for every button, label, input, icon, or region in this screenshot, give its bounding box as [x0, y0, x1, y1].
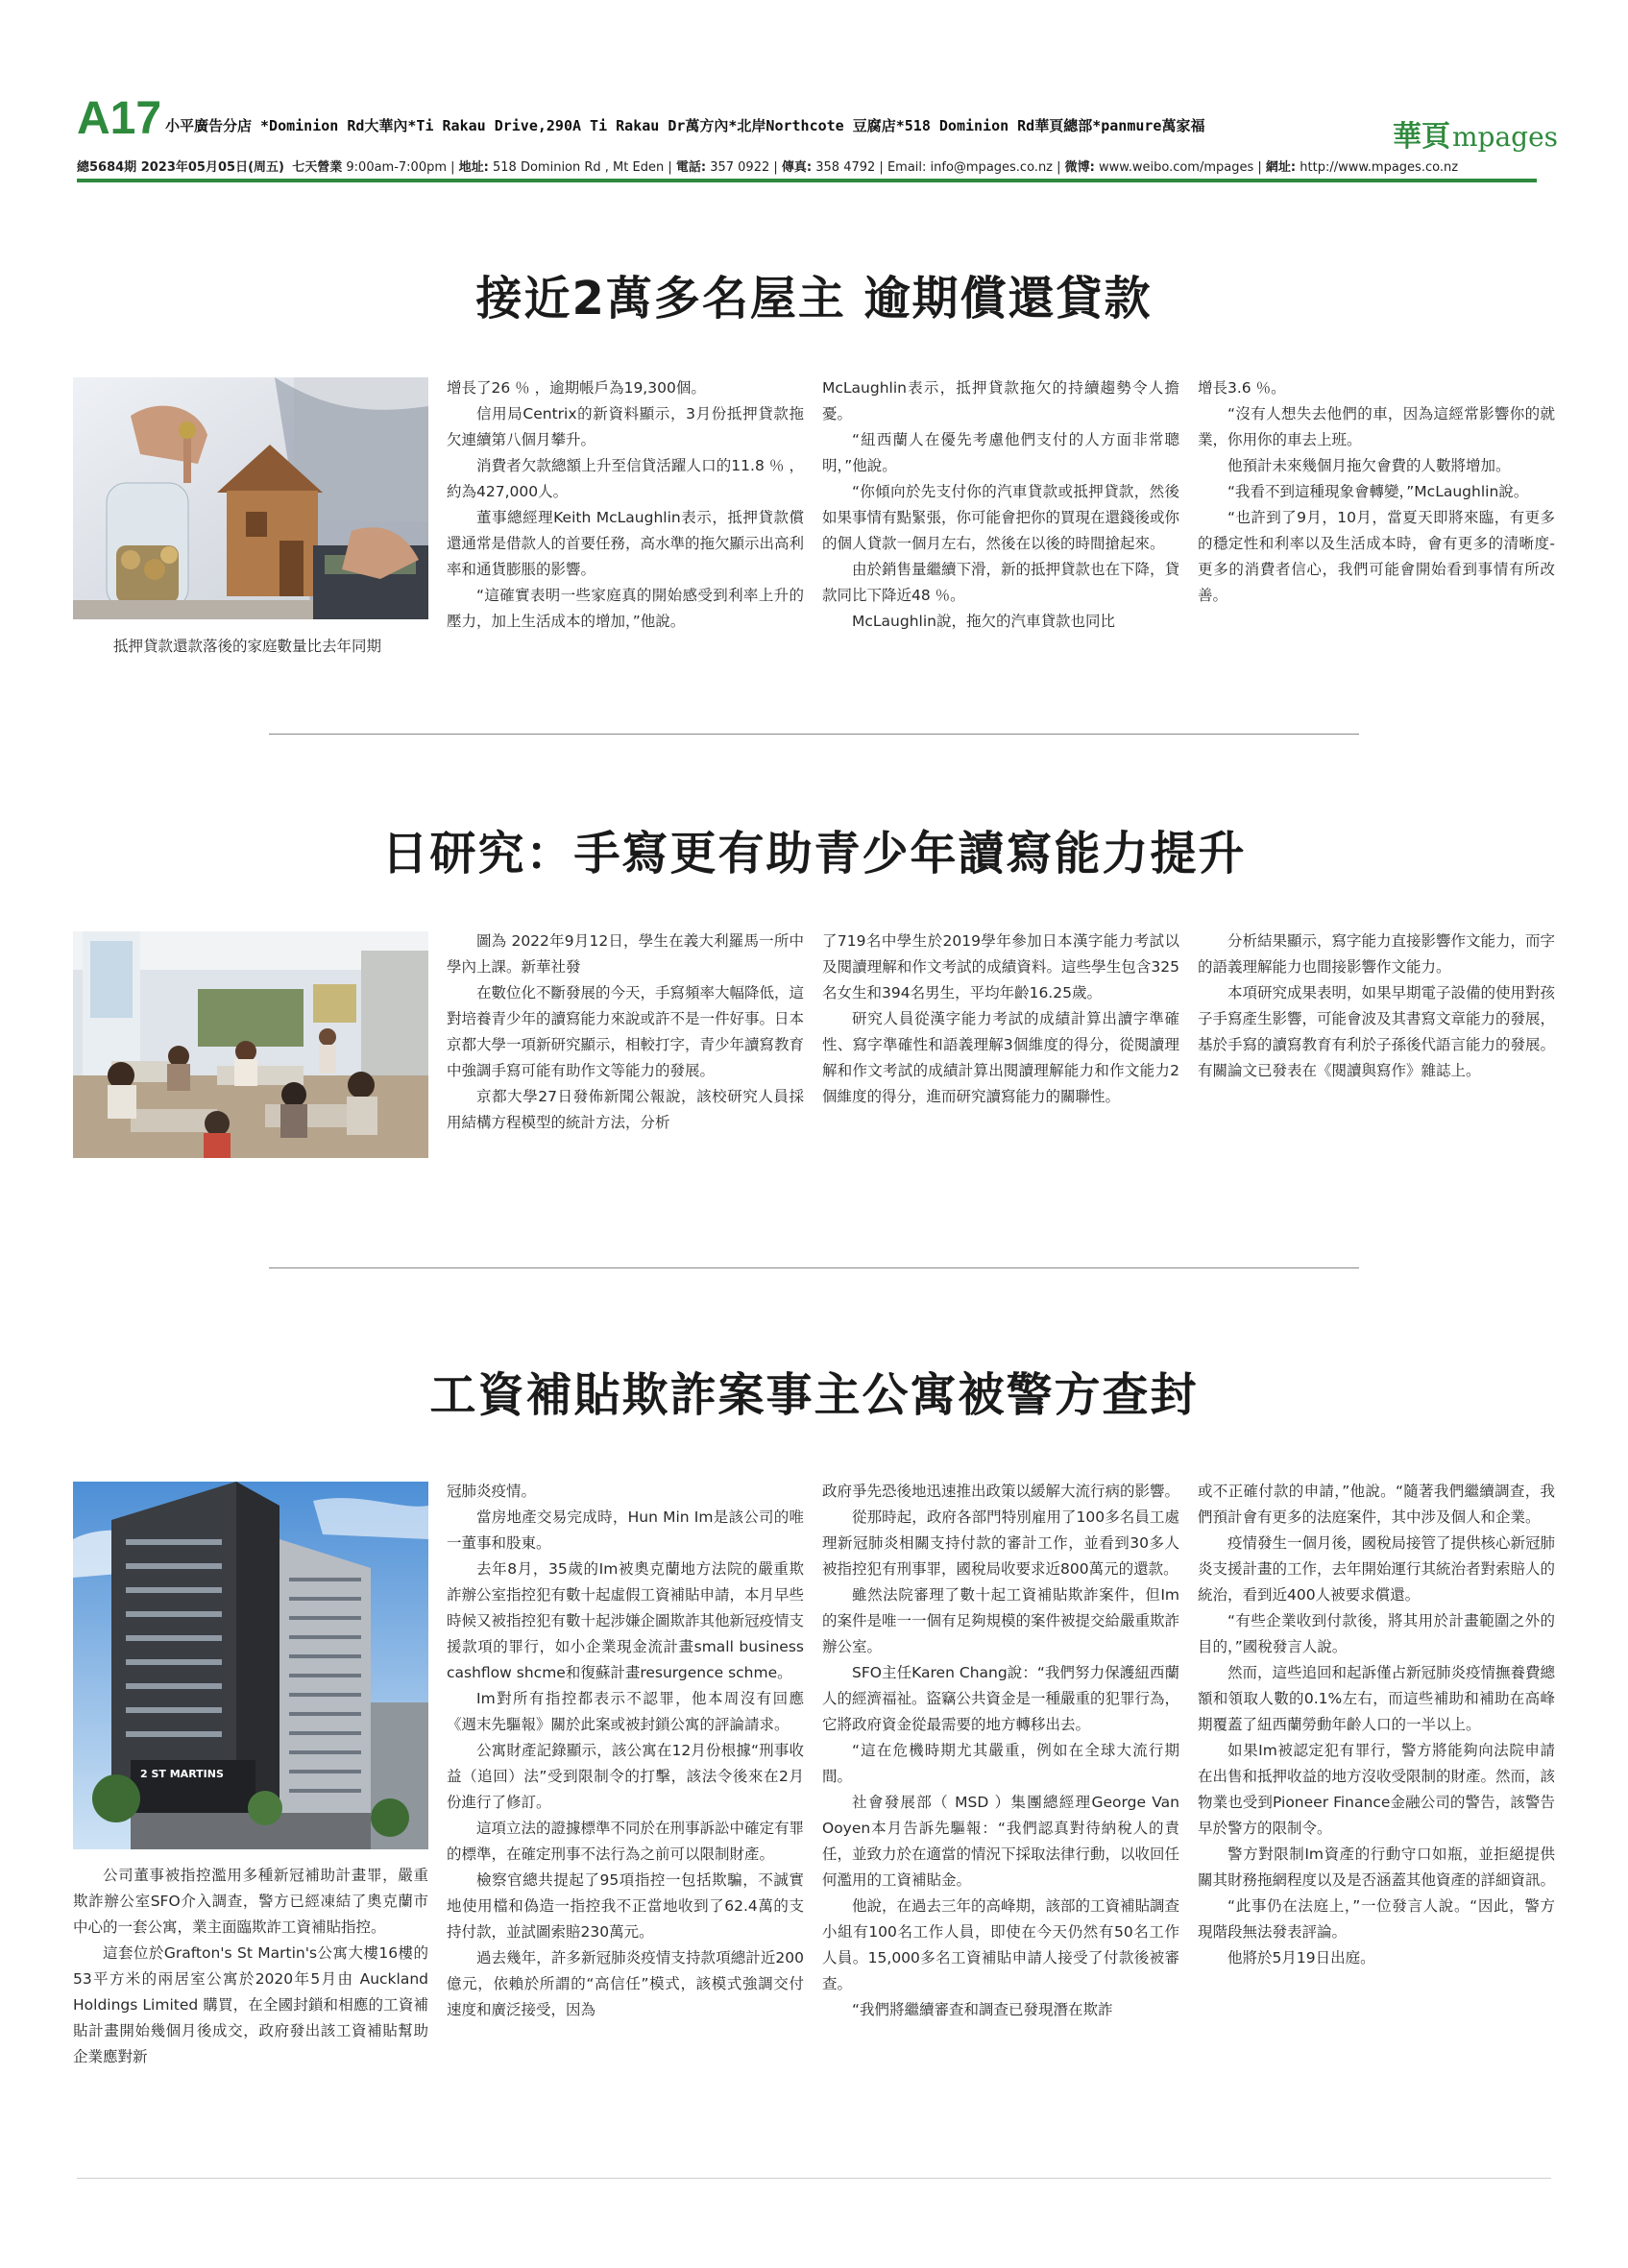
paragraph: 京都大學27日發佈新聞公報說，該校研究人員採用結構方程模型的統計方法，分析 [447, 1088, 804, 1131]
paragraph: 公司董事被指控濫用多種新冠補助計畫罪，嚴重欺詐辦公室SFO介入調查，警方已經凍結了奧克蘭市中心的一套公寓，業主面臨欺詐工資補貼指控。 [73, 1867, 428, 1936]
paragraph: 本項研究成果表明，如果早期電子設備的使用對孩子手寫產生影響，可能會波及其書寫文章能力的發展，基於手寫的讀寫教育有利於子孫後代語言能力的發展。有關論文已發表在《閱讀與寫作》雜誌上。 [1198, 984, 1556, 1079]
paragraph: 在數位化不斷發展的今天，手寫頻率大幅降低，這對培養青少年的讀寫能力來說或許不是一件好事。日本京都大學一項新研究顯示，相較打字，青少年讀寫教育中強調手寫可能有助作文等能力的發展。 [447, 984, 805, 1079]
paragraph: 他將於5月19日出庭。 [1227, 1949, 1375, 1966]
article1-column-1 [447, 375, 804, 635]
logo-mark: 華頁 [1393, 120, 1450, 154]
paragraph: 這項立法的證據標準不同於在刑事訴訟中確定有罪的標準，在確定刑事不法行為之前可以限制財產。 [447, 1820, 805, 1863]
fax-label: 傳真: [781, 160, 813, 175]
mpages-logo [1393, 112, 1558, 155]
paragraph: 雖然法院審理了數十起工資補貼欺詐案件，但Im的案件是唯一一個有足夠規模的案件被提交給嚴重欺詐辦公室。 [822, 1586, 1180, 1655]
paragraph: 他預計未來幾個月拖欠會費的人數將增加。 [1227, 457, 1511, 474]
page-number: A17 [77, 93, 162, 144]
phone-label: 電話: [675, 160, 707, 175]
article3-photo [73, 1482, 428, 1849]
paragraph: 圖為 2022年9月12日，學生在義大利羅馬一所中學內上課。新華社發 [447, 932, 804, 976]
paragraph: 信用局Centrix的新資料顯示，3月份抵押貸款拖欠連續第八個月攀升。 [447, 405, 804, 448]
article3-headline: 工資補貼欺詐案事主公寓被警方查封 [429, 1368, 1199, 1422]
paragraph: 分析結果顯示，寫字能力直接影響作文能力，而字的語義理解能力也間接影響作文能力。 [1198, 932, 1556, 976]
article2-column-2 [822, 929, 1179, 1110]
hours-label: 七天營業 [292, 160, 343, 175]
article2-headline: 日研究：手寫更有助青少年讀寫能力提升 [381, 827, 1247, 881]
paragraph: 公寓財產記錄顯示，該公寓在12月份根據“刑事收益（追回）法”受到限制令的打擊，該法令後來在2月份進行了修訂。 [447, 1742, 804, 1811]
article3-column-1 [447, 1479, 804, 2023]
paragraph: 從那時起，政府各部門特別雇用了100多名員工處理新冠肺炎相關支持付款的審計工作，並看到30多人被指控犯有刑事罪，國稅局收要求近800萬元的還款。 [822, 1508, 1179, 1578]
article1-caption: 抵押貸款還款落後的家庭數量比去年同期 [113, 638, 382, 655]
paragraph: “此事仍在法庭上，”一位發言人說。“因此，警方現階段無法發表評論。 [1198, 1897, 1555, 1941]
fax: 358 4792 [815, 160, 876, 175]
paragraph: “也許到了9月，10月，當夏天即將來臨，有更多的穩定性和利率以及生活成本時，會有更多的清晰度-更多的消費者信心，我們可能會開始看到事情有所改善。 [1198, 509, 1555, 604]
paragraph: “這確實表明一些家庭真的開始感受到利率上升的壓力，加上生活成本的增加，”他說。 [447, 587, 804, 630]
paragraph: 檢察官總共提起了95項指控一包括欺騙，不誠實地使用檔和偽造一指控我不正當地收到了62.4萬的支持付款，並試圖索賠230萬元。 [447, 1871, 804, 1941]
building-sign: 2 ST MARTINS [140, 1768, 224, 1780]
paragraph: “有些企業收到付款後，將其用於計畫範圍之外的目的，”國稅發言人說。 [1198, 1612, 1555, 1655]
phone: 357 0922 [710, 160, 770, 175]
article2-photo [73, 931, 428, 1158]
paragraph: 去年8月，35歲的Im被奧克蘭地方法院的嚴重欺詐辦公室指控犯有數十起虛假工資補貼申請，本月早些時候又被指控犯有數十起涉嫌企圖欺詐其他新冠疫情支援款項的罪行，如小企業現金流計畫small business cashflow shcme和復蘇計畫resurgence schme。 [447, 1560, 805, 1681]
paragraph: 消費者欠款總額上升至信貸活躍人口的11.8 ％ ，約為427,000人。 [447, 457, 804, 500]
address-label: 地址: [458, 160, 489, 175]
paragraph: “我們將繼續審查和調查已發現潛在欺詐 [852, 2001, 1113, 2018]
article3-column-2 [822, 1479, 1179, 2023]
paragraph: 增長了26 ％ ，逾期帳戶為19,300個。 [447, 379, 706, 397]
paragraph: 疫情發生一個月後，國稅局接管了提供核心新冠肺炎支援計畫的工作，去年開始運行其統治者對索賠人的統治，看到近400人被要求償還。 [1198, 1534, 1556, 1604]
article1-headline: 接近2萬多名屋主 逾期償還貸款 [475, 272, 1153, 326]
paragraph: 這套位於Grafton's St Martin's公寓大樓16樓的53平方米的兩居室公寓於2020年5月由 Auckland Holdings Limited 購買，在全國封鎖和相應的工資補貼計畫開始幾個月後成交，政府發出該工資補貼幫助企業應對新 [73, 1944, 428, 2065]
paragraph: 如果Im被認定犯有罪行，警方將能夠向法院申請在出售和抵押收益的地方沒收受限制的財產。然而，該物業也受到Pioneer Finance金融公司的警告，該警告早於警方的限制令。 [1198, 1742, 1556, 1837]
paragraph: 由於銷售量繼續下滑，新的抵押貸款也在下降，貸款同比下降近48 ％。 [822, 561, 1180, 604]
article2-column-1 [447, 929, 804, 1136]
paragraph: Im對所有指控都表示不認罪，他本周沒有回應《週末先驅報》關於此案或被封鎖公寓的評論請求。 [447, 1690, 804, 1733]
weibo-link[interactable]: www.weibo.com/mpages [1099, 160, 1254, 175]
hours: 9:00am-7:00pm [346, 160, 448, 175]
article3-column-0 [73, 1863, 428, 2070]
paragraph: 然而，這些追回和起訴僅占新冠肺炎疫情撫養費總額和領取人數的0.1%左右，而這些補助和補助在高峰期覆蓋了紐西蘭勞動年齡人口的一半以上。 [1198, 1664, 1556, 1733]
paragraph: 警方對限制Im資產的行動守口如瓶，並拒絕提供關其財務拖網程度以及是否涵蓋其他資產的詳細資訊。 [1198, 1846, 1556, 1889]
article2-column-3 [1198, 929, 1555, 1084]
paragraph: McLaughlin說，拖欠的汽車貸款也同比 [852, 613, 1115, 630]
header-rule [77, 179, 1537, 182]
masthead-info: 總5684期 2023年05月05日(周五) 七天營業 9:00am-7:00pm | 地址: 518 Dominion Rd , Mt Eden | 電話: 357 0922 | 傳真: 358 4792 | Email: info@mpages.co.nz | 微博: www.weibo.com/mpages | 網址: http://www.mpages.co.nz [77, 160, 1459, 175]
address: 518 Dominion Rd , Mt Eden [493, 160, 665, 175]
article3-column-3 [1198, 1479, 1555, 1971]
paragraph: 社會發展部（ MSD ）集團總經理George Van Ooyen本月告訴先驅報：“我們認真對待納稅人的責任，並致力於在適當的情況下採取法律行動，以收回任何濫用的工資補貼金。 [822, 1794, 1180, 1889]
paragraph: 過去幾年，許多新冠肺炎疫情支持款項總計近200億元，依賴於所謂的“高信任”模式，該模式強調交付速度和廣泛接受，因為 [447, 1949, 804, 2018]
paragraph: 董事總經理Keith McLaughlin表示，抵押貸款償還通常是借款人的首要任務，高水準的拖欠顯示出高利率和通貨膨脹的影響。 [447, 509, 805, 578]
paragraph: “你傾向於先支付你的汽車貸款或抵押貸款，然後如果事情有點緊張，你可能會把你的買現在還錢後或你的個人貸款一個月左右，然後在以後的時間搶起來。 [822, 483, 1180, 552]
article1-column-2 [822, 375, 1179, 635]
web-label: 網址: [1265, 160, 1297, 175]
paragraph: SFO主任Karen Chang說：“我們努力保護紐西蘭人的經濟福祉。盜竊公共資金是一種嚴重的犯罪行為，它將政府資金從最需要的地方轉移出去。 [822, 1664, 1180, 1733]
paragraph: 冠肺炎疫情。 [447, 1483, 537, 1500]
paragraph: “紐西蘭人在優先考慮他們支付的人方面非常聰明，”他說。 [822, 431, 1179, 474]
paragraph: “我看不到這種現象會轉變，”McLaughlin說。 [1227, 483, 1529, 500]
website-link[interactable]: http://www.mpages.co.nz [1300, 160, 1459, 175]
paragraph: 了719名中學生於2019學年參加日本漢字能力考試以及閱讀理解和作文考試的成績資料。這些學生包含325名女生和394名男生，平均年齡16.25歲。 [822, 932, 1179, 1001]
article1-column-3 [1198, 375, 1555, 609]
email-link[interactable]: Email: info@mpages.co.nz [887, 160, 1054, 175]
weibo-label: 微博: [1064, 160, 1095, 175]
paragraph: “這在危機時期尤其嚴重，例如在全球大流行期間。 [822, 1742, 1179, 1785]
footer-rule [77, 2178, 1551, 2179]
section-divider [269, 734, 1359, 735]
paragraph: 政府爭先恐後地迅速推出政策以緩解大流行病的影響。 [822, 1483, 1180, 1500]
paragraph: McLaughlin表示，抵押貸款拖欠的持續趨勢令人擔憂。 [822, 379, 1179, 422]
issue-date: 總5684期 2023年05月05日(周五) [77, 160, 284, 175]
paragraph: 他說，在過去三年的高峰期，該部的工資補貼調查小組有100名工作人員，即使在今天仍然有50名工作人員。15,000多名工資補貼申請人接受了付款後被審查。 [822, 1897, 1180, 1992]
paragraph: 當房地產交易完成時，Hun Min Im是該公司的唯一董事和股東。 [447, 1508, 804, 1552]
logo-text: mpages [1452, 121, 1559, 153]
branch-list: 小平廣告分店 *Dominion Rd大華內*Ti Rakau Drive,290A Ti Rakau Dr萬方內*北岸Northcote 豆腐店*518 Dominion Rd華頁總部*panmure萬家福 [165, 117, 1205, 134]
paragraph: “沒有人想失去他們的車，因為這經常影響你的就業，你用你的車去上班。 [1198, 405, 1555, 448]
article1-photo [73, 377, 428, 619]
paragraph: 增長3.6 ％。 [1198, 379, 1286, 397]
paragraph: 或不正確付款的申請，”他說。“隨著我們繼續調查，我們預計會有更多的法庭案件，其中涉及個人和企業。 [1198, 1483, 1555, 1526]
section-divider [269, 1267, 1359, 1268]
paragraph: 研究人員從漢字能力考試的成績計算出讀字準確性、寫字準確性和語義理解3個維度的得分，從閱讀理解和作文考試的成績計算出閱讀理解能力和作文能力2個維度的得分，進而研究讀寫能力的關聯性。 [822, 1010, 1179, 1105]
